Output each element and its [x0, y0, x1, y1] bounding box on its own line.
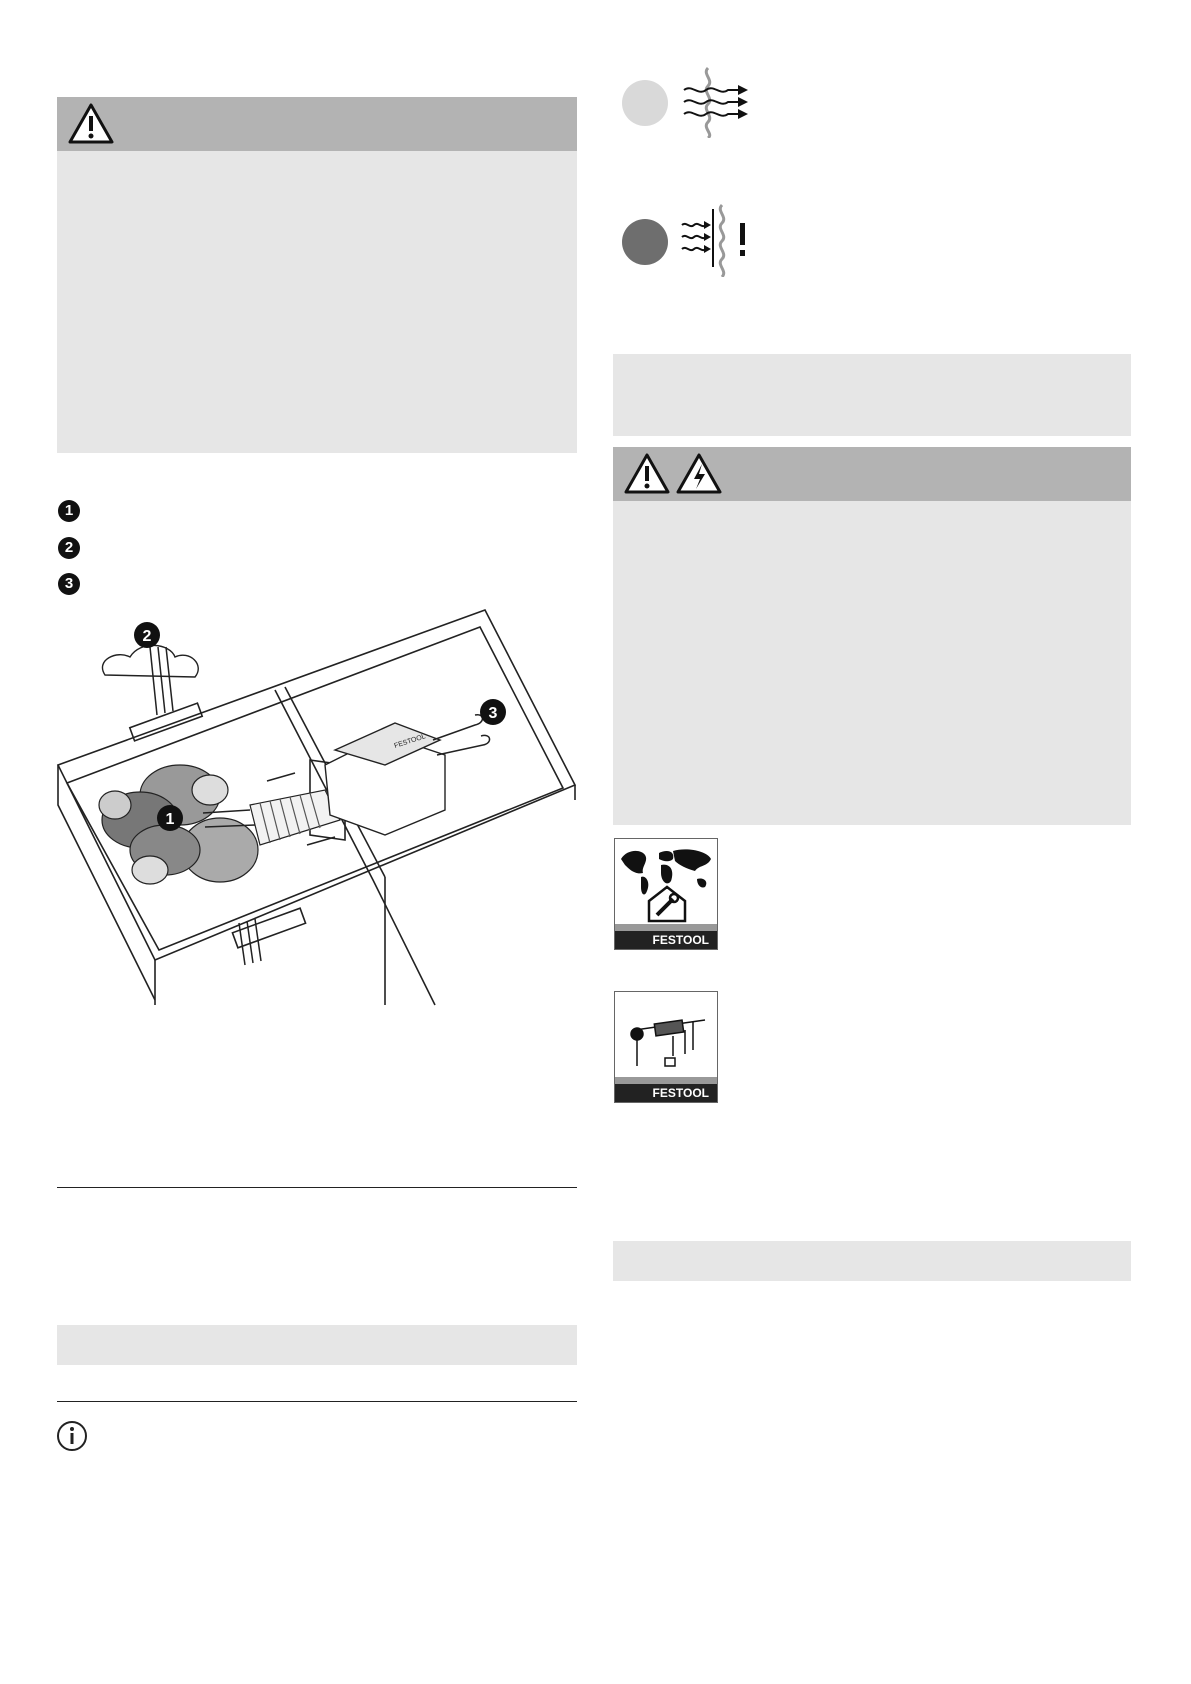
section-divider-2 — [57, 1401, 577, 1402]
service-tile-world — [614, 838, 718, 950]
section-divider-1 — [57, 1187, 577, 1188]
list-marker-3: 3 — [58, 573, 80, 595]
spare-parts-icon — [615, 992, 717, 1084]
warning-triangle-icon — [623, 452, 671, 496]
airflow-blocked-icon — [680, 203, 750, 277]
warning-header — [57, 97, 577, 151]
warning-triangle-icon — [67, 102, 115, 146]
callout-1-label: 1 — [165, 811, 175, 828]
festool-brand-label: FESTOOL — [615, 931, 717, 949]
service-tile-spare-parts — [614, 991, 718, 1103]
airflow-normal-icon — [680, 66, 750, 138]
electrical-warning-body — [613, 501, 1131, 825]
indicator-circle-light — [622, 80, 668, 126]
note-box-right — [613, 354, 1131, 436]
callout-3-label: 3 — [488, 705, 498, 722]
electric-shock-icon — [675, 452, 723, 496]
callout-2-label: 2 — [142, 628, 152, 645]
festool-brand-label: FESTOOL — [615, 1084, 717, 1102]
info-icon — [56, 1420, 88, 1452]
section-heading-band-right — [613, 1241, 1131, 1281]
device-label: FESTOOL — [393, 733, 427, 750]
warning-body — [57, 151, 577, 453]
room-ventilation-illustration — [55, 605, 585, 1010]
section-heading-band-left — [57, 1325, 577, 1365]
indicator-circle-dark — [622, 219, 668, 265]
list-marker-2: 2 — [58, 537, 80, 559]
list-marker-1: 1 — [58, 500, 80, 522]
world-service-icon — [615, 839, 717, 931]
electrical-warning-header — [613, 447, 1131, 501]
